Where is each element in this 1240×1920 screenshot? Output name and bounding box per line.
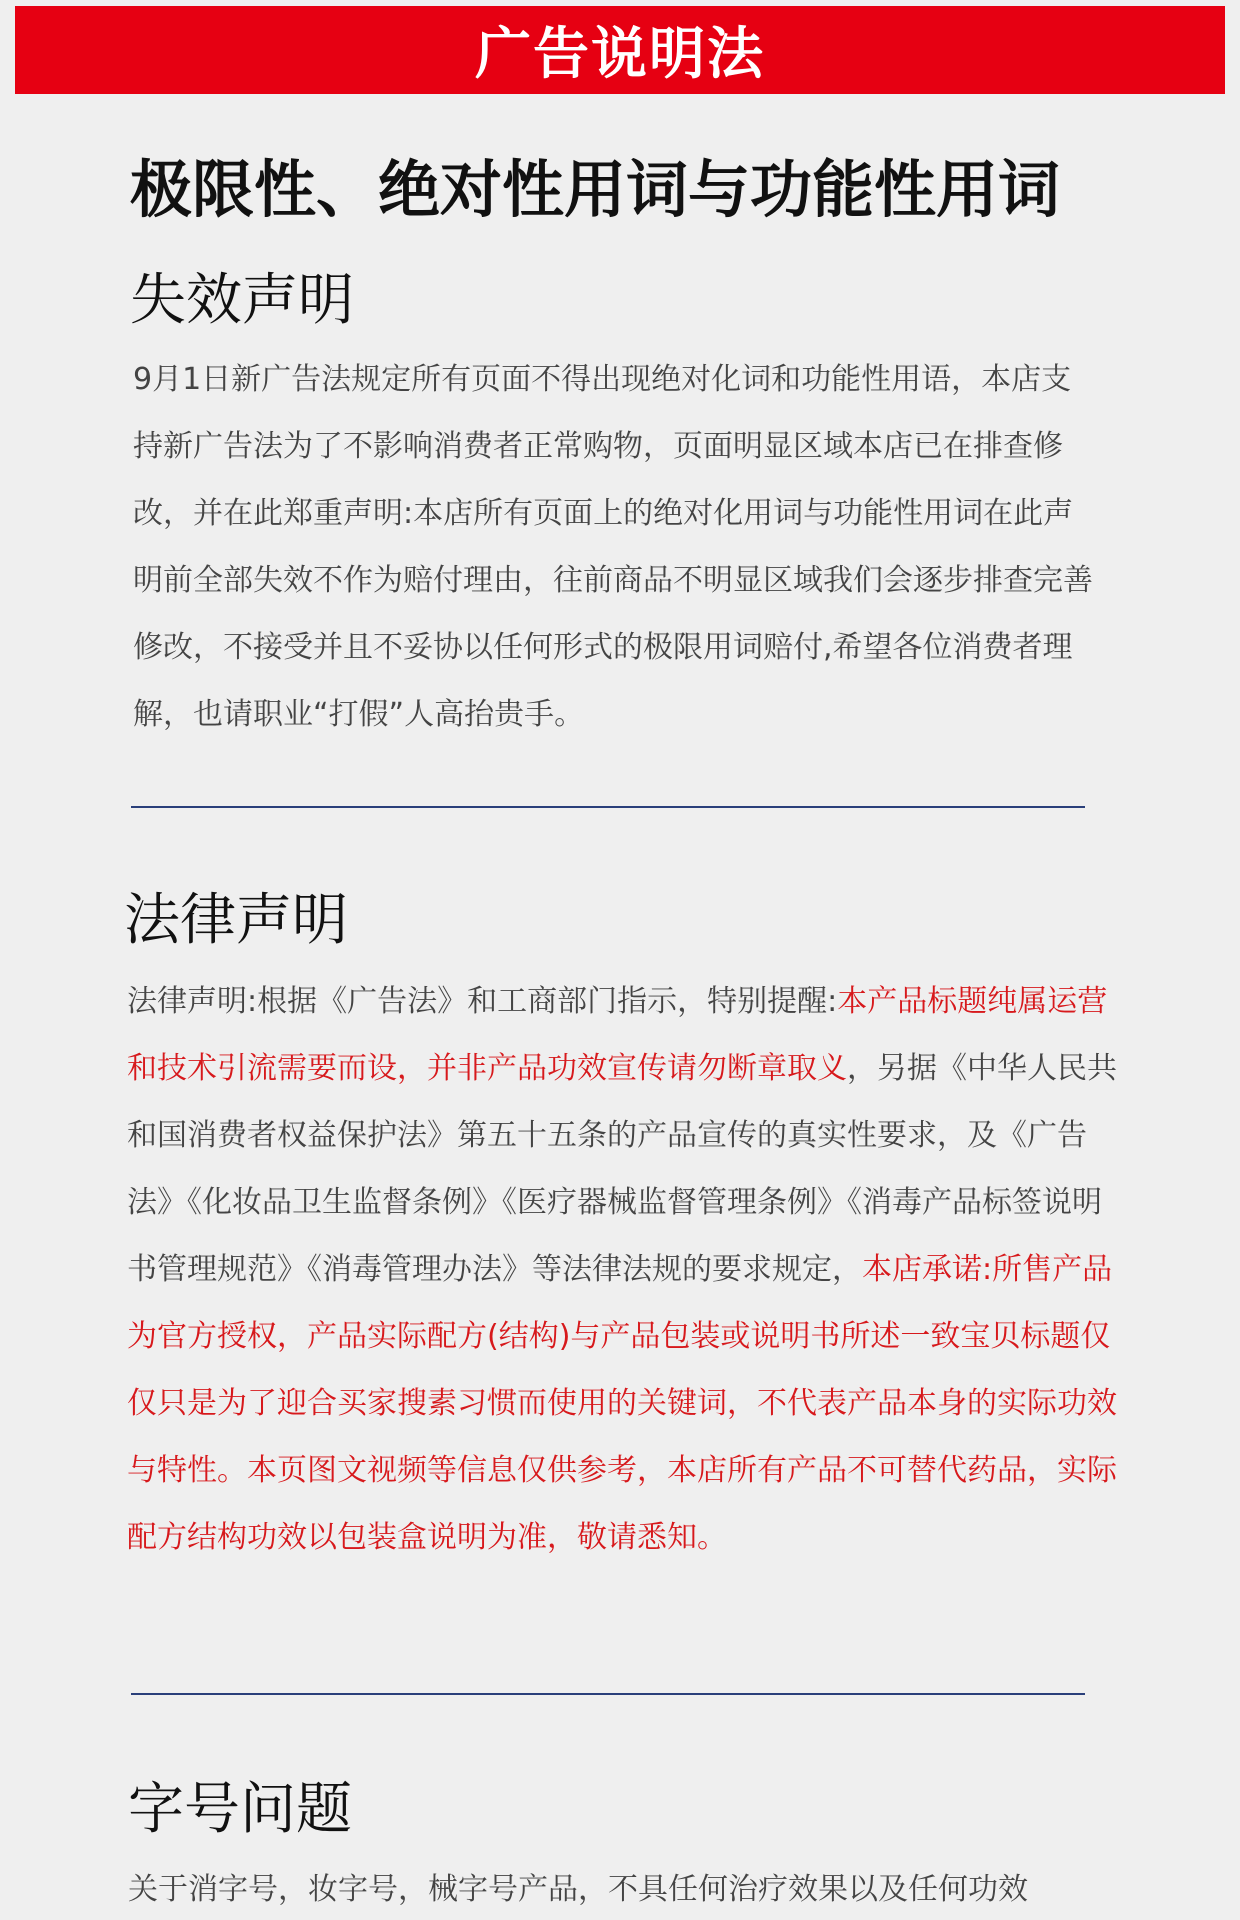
invalidation-paragraph: 9月1日新广告法规定所有页面不得出现绝对化词和功能性用语，本店支持新广告法为了不影响消费者正常购物，页面明显区域本店已在排查修改，并在此郑重声明:本店所有页面上的绝对化用词与功能性用词在此声明前全部失效不作为赔付理由，往前商品不明显区域我们会逐步排查完善修改，不接受并且不妥协以任何形式的极限用词赔付,希望各位消费者理解，也请职业“打假”人高抬贵手。 — [133, 362, 1093, 732]
section-title-invalidation: 失效声明 — [130, 268, 354, 333]
main-heading: 极限性、绝对性用词与功能性用词 — [130, 153, 1061, 226]
license-number-paragraph: 关于消字号，妆字号，械字号产品，不具任何治疗效果以及任何功效 — [128, 1872, 1028, 1907]
section-title-license-number: 字号问题 — [128, 1777, 352, 1842]
section-divider — [131, 1693, 1085, 1695]
legal-text-regulations: ，另据《中华人民共和国消费者权益保护法》第五十五条的产品宣传的真实性要求，及《广告法》《化妆品卫生监督条例》《医疗器械监督管理条例》《消毒产品标签说明书管理规范》《消毒管理办法》等法律法规的要求规定， — [127, 1051, 1117, 1287]
header-banner — [15, 6, 1225, 94]
legal-text-warning-1: 本产品标题纯属运营和技术引流需要而设，并非产品功效宣传请勿断章取义 — [127, 984, 1108, 1086]
legal-text-warning-2: 本店承诺:所售产品为官方授权，产品实际配方(结构)与产品包装或说明书所述一致宝贝标题仅仅只是为了迎合买家搜素习惯而使用的关键词，不代表产品本身的实际功效与特性。本页图文视频等信息仅供参考，本店所有产品不可替代药品，实际配方结构功效以包装盒说明为准，敬请悉知。 — [127, 1252, 1117, 1555]
section-title-legal: 法律声明 — [124, 888, 348, 953]
banner-title: 广告说明法 — [475, 22, 765, 87]
legal-text-intro: 法律声明:根据《广告法》和工商部门指示，特别提醒: — [127, 984, 838, 1019]
section-divider — [131, 806, 1085, 808]
legal-paragraph — [127, 968, 1117, 1571]
